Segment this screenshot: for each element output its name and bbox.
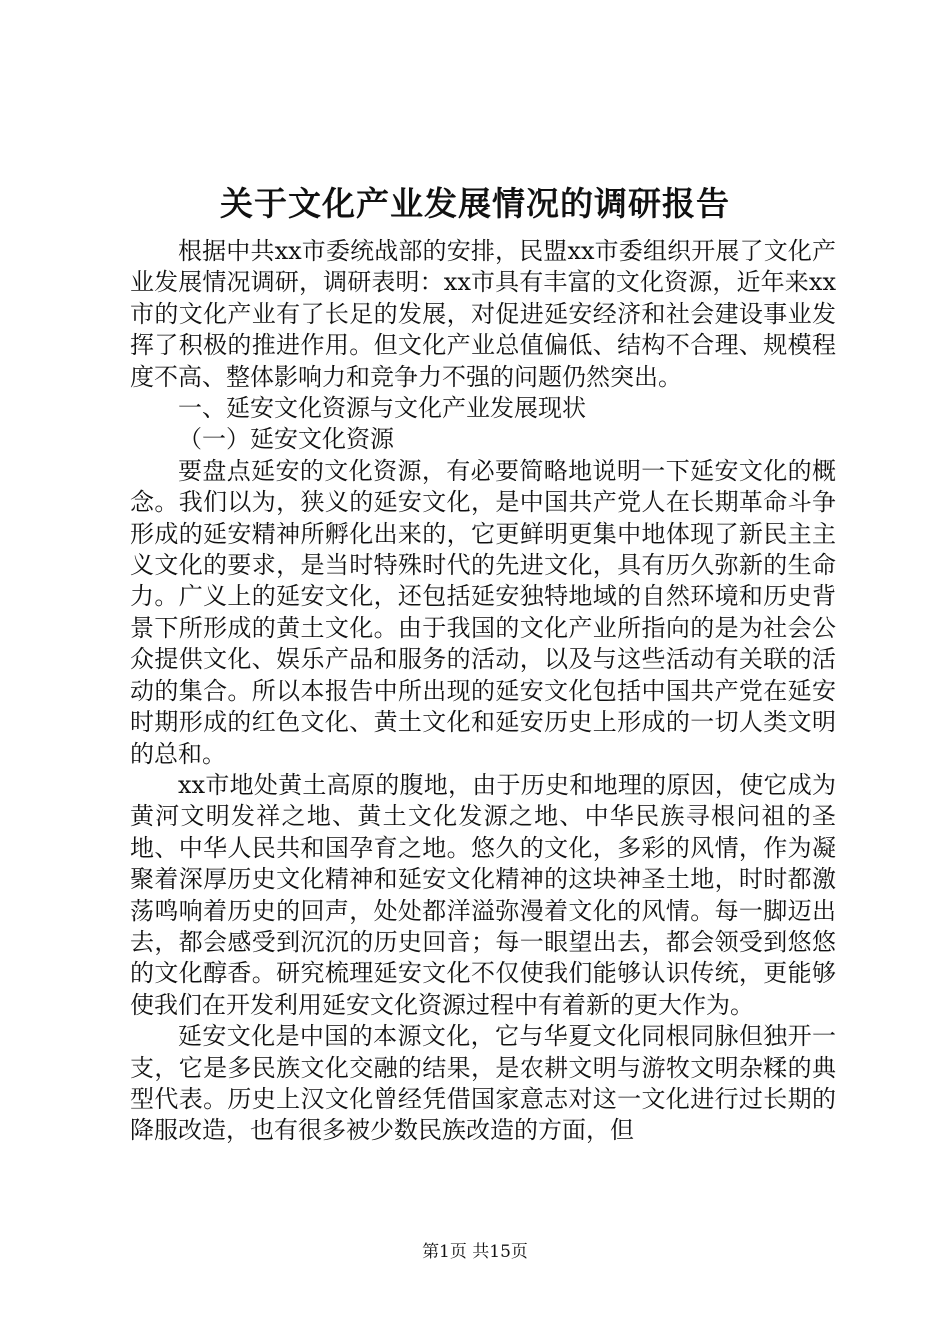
document-title: 关于文化产业发展情况的调研报告 — [220, 184, 730, 223]
subsection-heading: （一）延安文化资源 — [178, 425, 394, 454]
paragraph-city-location: xx市地处黄土高原的腹地，由于历史和地理的原因，使它成为黄河文明发祥之地、黄土文化发源之地、中华民族寻根问祖的圣地、中华人民共和国孕育之地。悠久的文化，多彩的风情，作为凝聚着深厚历史文化精神和延安文化精神的这块神圣土地，时时都激荡鸣响着历史的回声，处处都洋溢弥漫着文化的风情。每一脚迈出去，都会感受到沉沉的历史回音；每一眼望出去，都会领受到悠悠的文化醇香。研究梳理延安文化不仅使我们能够认识传统，更能够使我们在开发利用延安文化资源过程中有着新的更大作为。 — [130, 770, 836, 1019]
paragraph-origin-culture: 延安文化是中国的本源文化，它与华夏文化同根同脉但独开一支，它是多民族文化交融的结果，是农耕文明与游牧文明杂糅的典型代表。历史上汉文化曾经凭借国家意志对这一文化进行过长期的降服改造，也有很多被少数民族改造的方面，但 — [130, 1022, 836, 1145]
section-heading: 一、延安文化资源与文化产业发展现状 — [178, 394, 586, 423]
document-body — [130, 236, 836, 1147]
paragraph-intro: 根据中共xx市委统战部的安排，民盟xx市委组织开展了文化产业发展情况调研，调研表明：xx市具有丰富的文化资源，近年来xx市的文化产业有了长足的发展，对促进延安经济和社会建设事业发挥了积极的推进作用。但文化产业总值偏低、结构不合理、规模程度不高、整体影响力和竞争力不强的问题仍然突出。 — [130, 237, 836, 391]
paragraph-yanan-culture-concept: 要盘点延安的文化资源，有必要简略地说明一下延安文化的概念。我们以为，狭义的延安文化，是中国共产党人在长期革命斗争形成的延安精神所孵化出来的，它更鲜明更集中地体现了新民主主义文化的要求，是当时特殊时代的先进文化，具有历久弥新的生命力。广义上的延安文化，还包括延安独特地域的自然环境和历史背景下所形成的黄土文化。由于我国的文化产业所指向的是为社会公众提供文化、娱乐产品和服务的活动，以及与这些活动有关联的活动的集合。所以本报告中所出现的延安文化包括中国共产党在延安时期形成的红色文化、黄土文化和延安历史上形成的一切人类文明的总和。 — [130, 456, 836, 768]
page-footer: 第1页 共15页 — [422, 1242, 528, 1262]
